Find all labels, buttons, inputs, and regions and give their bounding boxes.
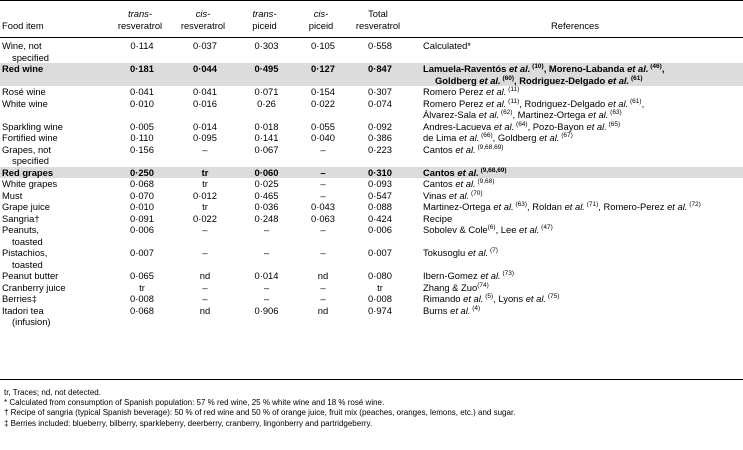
trans-piceid-cell: – <box>263 281 270 293</box>
food-item-cell <box>0 144 112 167</box>
total-resveratrol-cell: 0·093 <box>368 178 392 189</box>
author-text: , Goldberg <box>492 132 540 143</box>
citation-number: (6) <box>487 224 496 231</box>
trans-resveratrol-cell: 0·114 <box>130 40 154 51</box>
header-food-item: Food item <box>2 20 44 31</box>
references-cell <box>409 86 743 98</box>
cis-resveratrol-cell: 0·012 <box>193 189 217 201</box>
table-row <box>0 132 743 144</box>
citation-number: (63) <box>513 201 528 208</box>
author-text: Vinas <box>423 189 449 201</box>
cis-resveratrol-cell: tr <box>172 167 238 179</box>
trans-piceid-cell: 0·906 <box>254 304 279 316</box>
citation-number: (75) <box>546 293 560 300</box>
food-item-cell <box>0 167 112 179</box>
references-cell <box>409 98 743 121</box>
trans-piceid-cell: 0·014 <box>254 270 279 281</box>
cis-resveratrol-cell: nd <box>199 270 211 281</box>
food-item-label: Peanuts, <box>2 224 40 235</box>
food-item-cell <box>0 40 112 63</box>
et-al-text: et al. <box>607 74 630 86</box>
citation-number: (4) <box>470 304 481 312</box>
citation-number: (70) <box>469 189 483 197</box>
food-item-label: Cranberry juice <box>2 281 66 293</box>
total-resveratrol-cell: 0·386 <box>368 132 392 143</box>
food-item-label: Grape juice <box>2 201 50 212</box>
et-al-text: et al. <box>627 63 649 74</box>
reference-line <box>423 270 743 282</box>
food-item-label: toasted <box>12 258 43 270</box>
cis-piceid-cell: nd <box>317 304 329 316</box>
references-cell <box>409 178 743 190</box>
reference-line <box>423 305 743 317</box>
trans-piceid-cell: 0·495 <box>238 63 295 86</box>
trans-resveratrol-cell: 0·110 <box>130 132 154 143</box>
trans-piceid-cell: – <box>263 293 270 304</box>
et-al-text: et al. <box>455 178 476 189</box>
trans-resveratrol-cell: 0·007 <box>130 247 154 258</box>
cis-resveratrol-cell: 0·016 <box>193 97 217 109</box>
references-cell <box>409 247 743 270</box>
food-item-label: Peanut butter <box>2 270 59 281</box>
author-text: Zhang & Zuo <box>423 281 478 293</box>
reference-line <box>423 75 743 87</box>
cis-resveratrol-cell: – <box>202 247 208 258</box>
reference-line <box>423 213 743 225</box>
total-resveratrol-cell: 0·424 <box>368 212 392 224</box>
total-resveratrol-cell: 0·088 <box>368 201 392 212</box>
cis-piceid-cell: 0·154 <box>311 86 335 97</box>
table-footnotes <box>4 388 739 429</box>
total-resveratrol-cell: 0·974 <box>368 304 392 316</box>
cis-resveratrol-cell: 0·095 <box>193 132 217 143</box>
cis-piceid-cell: – <box>320 178 326 189</box>
et-al-text: et al. <box>450 304 471 316</box>
citation-number: (61) <box>629 74 643 82</box>
trans-resveratrol-cell: 0·181 <box>112 63 172 86</box>
trans-resveratrol-cell: 0·065 <box>130 270 154 281</box>
trans-resveratrol-cell: 0·068 <box>130 178 154 189</box>
cis-piceid-cell: – <box>320 247 326 258</box>
author-text: Romero Perez <box>423 86 487 97</box>
et-al-text: et al. <box>479 74 501 86</box>
food-item-cell <box>0 224 112 247</box>
citation-number: (61) <box>628 97 642 105</box>
table-row <box>0 178 743 190</box>
trans-resveratrol-cell: 0·091 <box>130 212 154 224</box>
trans-resveratrol-cell: 0·005 <box>130 120 154 132</box>
reference-line <box>423 132 743 144</box>
et-al-text: et al. <box>493 120 515 132</box>
total-resveratrol-cell: 0·547 <box>368 189 392 201</box>
table-row <box>0 201 743 213</box>
references-cell <box>409 121 743 133</box>
citation-number: (71) <box>584 201 599 208</box>
author-text: Cantos <box>423 178 456 189</box>
author-text: Lamuela-Raventós <box>423 63 509 74</box>
cis-piceid-cell: – <box>295 167 351 179</box>
references-cell <box>409 282 743 294</box>
reference-line <box>423 178 743 190</box>
trans-resveratrol-cell: 0·070 <box>130 189 154 201</box>
author-text: , <box>641 97 645 109</box>
references-cell <box>409 40 743 63</box>
table-row <box>0 121 743 133</box>
et-al-text: et al. <box>455 143 476 155</box>
total-resveratrol-cell: 0·006 <box>368 224 392 235</box>
total-resveratrol-cell: 0·558 <box>368 40 392 51</box>
food-item-label: Sangria† <box>2 212 40 224</box>
table-row <box>0 63 743 86</box>
trans-resveratrol-cell: 0·008 <box>130 293 154 304</box>
trans-resveratrol-cell: 0·250 <box>112 167 172 179</box>
table-row <box>0 213 743 225</box>
et-al-text: et al. <box>564 201 585 212</box>
reference-line <box>423 201 743 213</box>
top-rule <box>0 0 743 1</box>
reference-line <box>423 63 743 75</box>
cis-resveratrol-cell: 0·014 <box>193 120 217 132</box>
trans-piceid-cell: 0·025 <box>254 178 279 189</box>
author-text: Cantos <box>423 143 456 155</box>
references-cell <box>409 201 743 213</box>
food-item-label: White grapes <box>2 178 58 189</box>
cis-resveratrol-cell: – <box>202 281 208 293</box>
reference-line <box>423 86 743 98</box>
trans-piceid-cell: 0·465 <box>254 189 279 201</box>
citation-number: (60) <box>500 74 515 82</box>
footnote-line: tr, Traces; nd, not detected. <box>4 388 101 397</box>
header-total-resveratrol: Total resveratrol <box>355 8 401 31</box>
et-al-text: et al. <box>586 120 607 132</box>
trans-piceid-cell: 0·067 <box>254 143 279 155</box>
author-text: , Moreno-Labanda <box>543 63 628 74</box>
trans-resveratrol-cell: 0·041 <box>130 86 154 97</box>
total-resveratrol-cell: 0·007 <box>368 247 392 258</box>
food-item-label: specified <box>12 51 50 63</box>
trans-resveratrol-cell: 0·156 <box>130 143 154 155</box>
trans-piceid-cell: 0·303 <box>254 40 279 51</box>
cis-resveratrol-cell: – <box>202 143 208 155</box>
author-text: , Rodriguez-Delgado <box>514 74 608 86</box>
food-item-cell <box>0 190 112 202</box>
trans-piceid-cell: 0·060 <box>238 167 295 179</box>
cis-piceid-cell: 0·055 <box>311 120 335 132</box>
cis-resveratrol-cell: tr <box>202 178 208 189</box>
references-cell <box>409 63 743 86</box>
citation-number: (47) <box>539 224 553 231</box>
citation-number: (7) <box>488 247 498 254</box>
header-cis-piceid: cis- piceid <box>308 8 334 31</box>
food-item-cell <box>0 293 112 305</box>
trans-piceid-cell: – <box>263 224 270 235</box>
total-resveratrol-cell: 0·080 <box>368 270 392 281</box>
reference-line <box>423 121 743 133</box>
food-item-cell <box>0 282 112 294</box>
author-text: , Pozo-Bayon <box>527 120 587 132</box>
food-item-cell <box>0 121 112 133</box>
author-text: , Martinez-Ortega <box>512 109 589 120</box>
table-body <box>0 40 743 328</box>
citation-number: (73) <box>500 270 515 277</box>
food-item-cell <box>0 98 112 121</box>
citation-number: (10) <box>530 63 544 70</box>
table-row <box>0 270 743 282</box>
author-text: Álvarez-Sala <box>423 109 479 120</box>
food-item-cell <box>0 213 112 225</box>
references-cell <box>409 270 743 282</box>
table-row <box>0 293 743 305</box>
table-row <box>0 282 743 294</box>
references-cell <box>409 224 743 247</box>
total-resveratrol-cell: 0·008 <box>368 293 392 304</box>
citation-number: (9,68,69) <box>475 143 504 151</box>
references-cell <box>409 213 743 225</box>
citation-number: (67) <box>559 132 573 139</box>
food-item-label: toasted <box>12 235 43 247</box>
table-row <box>0 98 743 121</box>
food-item-label: (infusion) <box>12 316 51 327</box>
total-resveratrol-cell: 0·092 <box>368 120 392 132</box>
food-item-label: Wine, not <box>2 40 42 51</box>
author-text: Calculated* <box>423 40 471 51</box>
food-item-cell <box>0 270 112 282</box>
reference-line <box>423 167 743 179</box>
citation-number: (74) <box>477 281 489 289</box>
citation-number: (11) <box>506 86 520 93</box>
cis-resveratrol-cell: nd <box>199 304 211 316</box>
et-al-text: et al. <box>539 132 560 143</box>
citation-number: (64) <box>514 120 528 128</box>
cis-resveratrol-cell: – <box>202 224 208 235</box>
references-cell <box>409 132 743 144</box>
footnote-line: † Recipe of sangria (typical Spanish beverage): 50 % of red wine and 50 % of orange juice, fruit mix (peaches, oranges, lemons, etc.) and sugar. <box>4 408 516 418</box>
author-text: Sobolev & Cole <box>423 224 488 235</box>
trans-resveratrol-cell: 0·006 <box>130 224 154 235</box>
header-references: References <box>551 20 599 31</box>
food-item-label: Fortified wine <box>2 132 58 143</box>
table-row <box>0 144 743 167</box>
table-row <box>0 190 743 202</box>
food-item-label: specified <box>12 155 50 166</box>
trans-piceid-cell: 0·248 <box>254 212 279 224</box>
author-text: Cantos <box>423 166 458 178</box>
total-resveratrol-cell: 0·223 <box>368 143 392 155</box>
cis-resveratrol-cell: – <box>202 293 208 304</box>
cis-piceid-cell: 0·105 <box>311 40 335 51</box>
et-al-text: et al. <box>486 97 507 109</box>
header-rule <box>0 37 743 38</box>
citation-number: (72) <box>687 201 701 208</box>
references-cell <box>409 144 743 167</box>
references-cell <box>409 190 743 202</box>
author-text: Tokusoglu <box>423 247 468 258</box>
food-item-cell <box>0 201 112 213</box>
cis-piceid-cell: – <box>320 189 326 201</box>
author-text: , Lee <box>495 224 520 235</box>
citation-number: (46) <box>648 63 662 70</box>
cis-piceid-cell: 0·043 <box>311 201 335 212</box>
cis-piceid-cell: – <box>320 224 326 235</box>
trans-piceid-cell: 0·018 <box>254 120 279 132</box>
et-al-text: et al. <box>493 201 514 212</box>
food-item-cell <box>0 132 112 144</box>
et-al-text: et al. <box>478 109 500 120</box>
header-cis-resveratrol: cis- resveratrol <box>180 8 226 31</box>
citation-number: (5) <box>483 293 494 300</box>
total-resveratrol-cell: 0·310 <box>351 167 409 179</box>
author-text: Ibern-Gomez <box>423 270 481 281</box>
food-item-cell <box>0 86 112 98</box>
food-item-label: Grapes, not <box>2 143 51 155</box>
cis-resveratrol-cell: 0·037 <box>193 40 217 51</box>
cis-piceid-cell: – <box>320 281 326 293</box>
author-text: , Lyons <box>493 293 526 304</box>
food-item-label: Red wine <box>2 63 44 74</box>
food-item-cell <box>0 178 112 190</box>
author-text: Romero Perez <box>423 97 487 109</box>
cis-resveratrol-cell: 0·041 <box>193 86 217 97</box>
author-text: , Romero-Perez <box>598 201 668 212</box>
author-text: , Roldan <box>527 201 565 212</box>
author-text: Goldberg <box>435 74 480 86</box>
et-al-text: et al. <box>480 270 501 281</box>
et-al-text: et al. <box>457 166 479 178</box>
trans-resveratrol-cell: tr <box>139 281 145 293</box>
reference-line <box>423 282 743 294</box>
footnote-line: * Calculated from consumption of Spanish population: 57 % red wine, 25 % white wine and 18 % rosé wine. <box>4 398 385 408</box>
cis-resveratrol-cell: 0·022 <box>193 212 217 224</box>
citation-number: (66) <box>479 132 493 139</box>
author-text: , Rodriguez-Delgado <box>519 97 608 109</box>
food-item-label: Rosé wine <box>2 86 46 97</box>
reference-line <box>423 224 743 236</box>
reference-line <box>423 109 743 121</box>
food-item-cell <box>0 247 112 270</box>
citation-number: (9,68,69) <box>478 166 507 174</box>
total-resveratrol-cell: 0·307 <box>368 86 392 97</box>
cis-piceid-cell: 0·022 <box>311 97 335 109</box>
table-row <box>0 247 743 270</box>
citation-number: (62) <box>499 109 513 116</box>
food-item-label: Berries‡ <box>2 293 37 304</box>
cis-piceid-cell: 0·063 <box>311 212 335 224</box>
cis-resveratrol-cell: 0·044 <box>172 63 238 86</box>
reference-line <box>423 247 743 259</box>
trans-piceid-cell: 0·141 <box>254 132 279 143</box>
total-resveratrol-cell: 0·847 <box>351 63 409 86</box>
food-item-label: Red grapes <box>2 166 54 178</box>
trans-resveratrol-cell: 0·010 <box>130 97 154 109</box>
trans-resveratrol-cell: 0·068 <box>130 304 154 316</box>
trans-piceid-cell: – <box>263 247 270 258</box>
table-row <box>0 86 743 98</box>
cis-piceid-cell: – <box>320 143 326 155</box>
cis-piceid-cell: 0·040 <box>311 132 335 143</box>
table-row <box>0 40 743 63</box>
reference-line <box>423 98 743 110</box>
cis-piceid-cell: nd <box>317 270 329 281</box>
trans-piceid-cell: 0·071 <box>254 86 279 97</box>
author-text: Rimando <box>423 293 464 304</box>
et-al-text: et al. <box>607 97 629 109</box>
et-al-text: et al. <box>467 247 489 258</box>
reference-line <box>423 144 743 156</box>
author-text: Burns <box>423 304 451 316</box>
et-al-text: et al. <box>588 109 609 120</box>
references-cell <box>409 305 743 328</box>
food-item-cell <box>0 63 112 86</box>
food-item-cell <box>0 305 112 328</box>
reference-line <box>423 293 743 305</box>
et-al-text: et al. <box>458 132 480 143</box>
author-text: de Lima <box>423 132 459 143</box>
header-trans-resveratrol: trans- resveratrol <box>117 8 163 31</box>
food-item-label: Pistachios, <box>2 247 48 258</box>
food-item-label: Itadori tea <box>2 304 44 316</box>
cis-piceid-cell: – <box>320 293 326 304</box>
cis-resveratrol-cell: tr <box>202 201 208 212</box>
et-al-text: et al. <box>508 63 531 74</box>
trans-piceid-cell: 0·036 <box>254 201 279 212</box>
bottom-rule <box>0 379 743 380</box>
et-al-text: et al. <box>519 224 540 235</box>
et-al-text: et al. <box>486 86 507 97</box>
header-trans-piceid: trans- piceid <box>252 8 277 31</box>
references-cell <box>409 293 743 305</box>
citation-number: (65) <box>606 120 621 128</box>
citation-number: (9,68) <box>475 178 495 185</box>
table-row <box>0 167 743 179</box>
table-row <box>0 224 743 247</box>
food-item-label: Sparkling wine <box>2 120 63 132</box>
data-table <box>0 40 743 328</box>
author-text: Martinez-Ortega <box>423 201 494 212</box>
trans-piceid-cell: 0·26 <box>257 97 276 109</box>
total-resveratrol-cell: 0·074 <box>368 97 392 109</box>
cis-piceid-cell: 0·127 <box>295 63 351 86</box>
trans-resveratrol-cell: 0·010 <box>130 201 154 212</box>
citation-number: (63) <box>608 109 622 116</box>
table-row <box>0 305 743 328</box>
references-cell <box>409 167 743 179</box>
et-al-text: et al. <box>667 201 688 212</box>
author-text: , <box>661 63 665 74</box>
et-al-text: et al. <box>448 189 470 201</box>
et-al-text: et al. <box>525 293 547 304</box>
total-resveratrol-cell: tr <box>377 281 383 293</box>
author-text: Andres-Lacueva <box>423 120 494 132</box>
reference-line <box>423 40 743 52</box>
reference-line <box>423 190 743 202</box>
food-item-label: White wine <box>2 97 48 109</box>
footnote-line: ‡ Berries included: blueberry, bilberry, sparkleberry, deerberry, cranberry, lingonberry and partridgeberry. <box>4 418 373 428</box>
author-text: Recipe <box>423 212 453 224</box>
citation-number: (11) <box>506 97 520 105</box>
food-item-label: Must <box>2 189 23 201</box>
et-al-text: et al. <box>463 293 484 304</box>
